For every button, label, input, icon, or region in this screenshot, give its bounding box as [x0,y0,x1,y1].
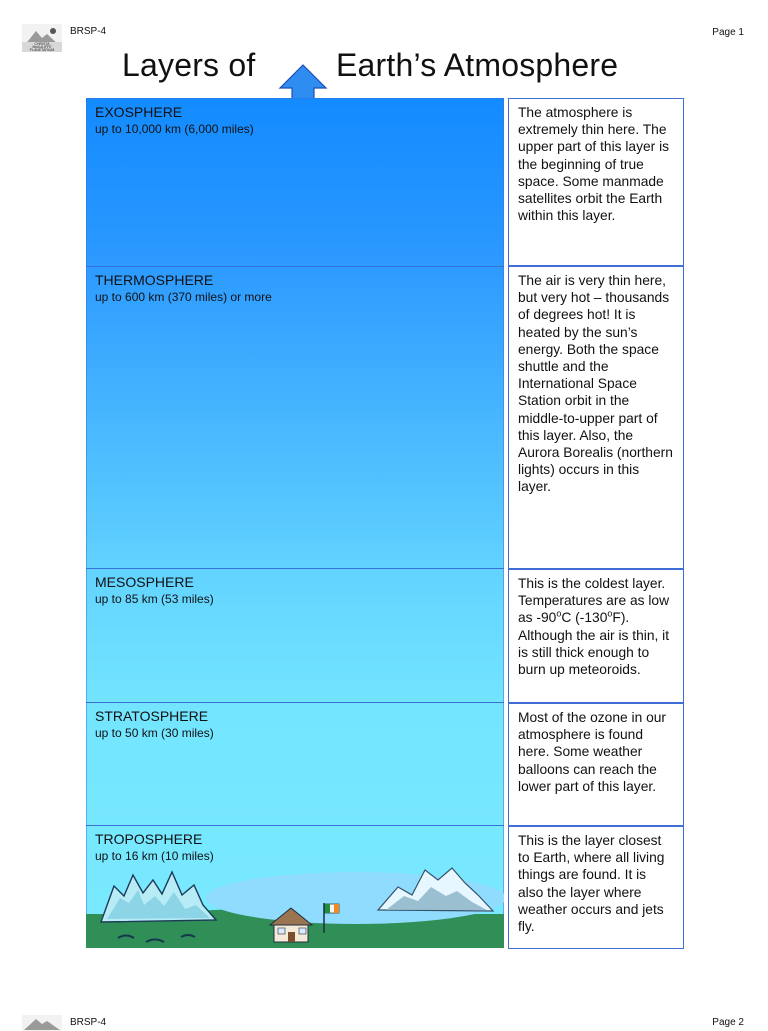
description-text-mesosphere-part-3: F). Although the air is thin, it is still thick enough to burn up meteoroids. [518,610,670,678]
layer-divider [86,568,504,569]
description-text-exosphere: The atmosphere is extremely thin here. The upper part of this layer is the beginning of true space. Some manmade satellites orbit the Earth within this layer. [518,105,670,224]
layer-name-troposphere: TROPOSPHERE [95,831,203,847]
svg-text:PLANETARIUM: PLANETARIUM [29,48,55,52]
description-stratosphere [508,703,684,826]
layer-name-stratosphere: STRATOSPHERE [95,708,209,724]
layer-range-thermosphere: up to 600 km (370 miles) or more [95,290,272,304]
description-text-mesosphere-part-1: This is the coldest layer. Temperatures are as low as -90 [518,576,670,626]
layer-name-mesosphere: MESOSPHERE [95,574,194,590]
description-text-stratosphere: Most of the ozone in our atmosphere is found here. Some weather balloons can reach the lower part of this layer. [518,710,667,794]
description-troposphere [508,826,684,949]
planetarium-logo [22,24,62,52]
layer-range-stratosphere: up to 50 km (30 miles) [95,726,214,740]
description-thermosphere [508,266,684,569]
document-code: BRSP-4 [70,26,107,37]
earth-landscape-illustration [86,838,504,948]
description-text-mesosphere-part-2: C (-130 [561,610,608,626]
description-text-troposphere: This is the layer closest to Earth, where all living things are found. It is also the layer where weather occurs and jets fly. [518,833,665,935]
page-number: Page 1 [712,27,744,38]
planetarium-logo-footer [22,1015,62,1031]
description-mesosphere [508,569,684,703]
layer-range-mesosphere: up to 85 km (53 miles) [95,592,214,606]
layer-name-exosphere: EXOSPHERE [95,104,183,120]
layer-divider [86,266,504,267]
layer-range-troposphere: up to 16 km (10 miles) [95,849,214,863]
svg-text:McAULIFFE: McAULIFFE [32,45,52,49]
layer-name-thermosphere: THERMOSPHERE [95,272,214,288]
footer-page-number: Page 2 [712,1017,744,1028]
layer-range-exosphere: up to 10,000 km (6,000 miles) [95,122,254,136]
description-text-mesosphere [518,576,669,677]
degree-symbol-2: o [607,608,613,619]
atmosphere-column [86,98,504,948]
description-exosphere [508,98,684,266]
atmosphere-gradient [86,98,504,948]
svg-text:CHRISTA: CHRISTA [34,42,50,46]
layer-divider [86,702,504,703]
layer-divider [86,825,504,826]
description-text-thermosphere: The air is very thin here, but very hot – thousands of degrees hot! It is heated by the sun’s energy. Both the space shuttle and the International Space Station orbit in the middle-to-upper part of this layer. Also, the Aurora Borealis (northern lights) occurs in this layer. [518,273,673,495]
title-left: Layers of [122,47,256,83]
footer-document-code: BRSP-4 [70,1017,107,1028]
degree-symbol-1: o [556,608,562,619]
title-right: Earth’s Atmosphere [336,47,619,83]
